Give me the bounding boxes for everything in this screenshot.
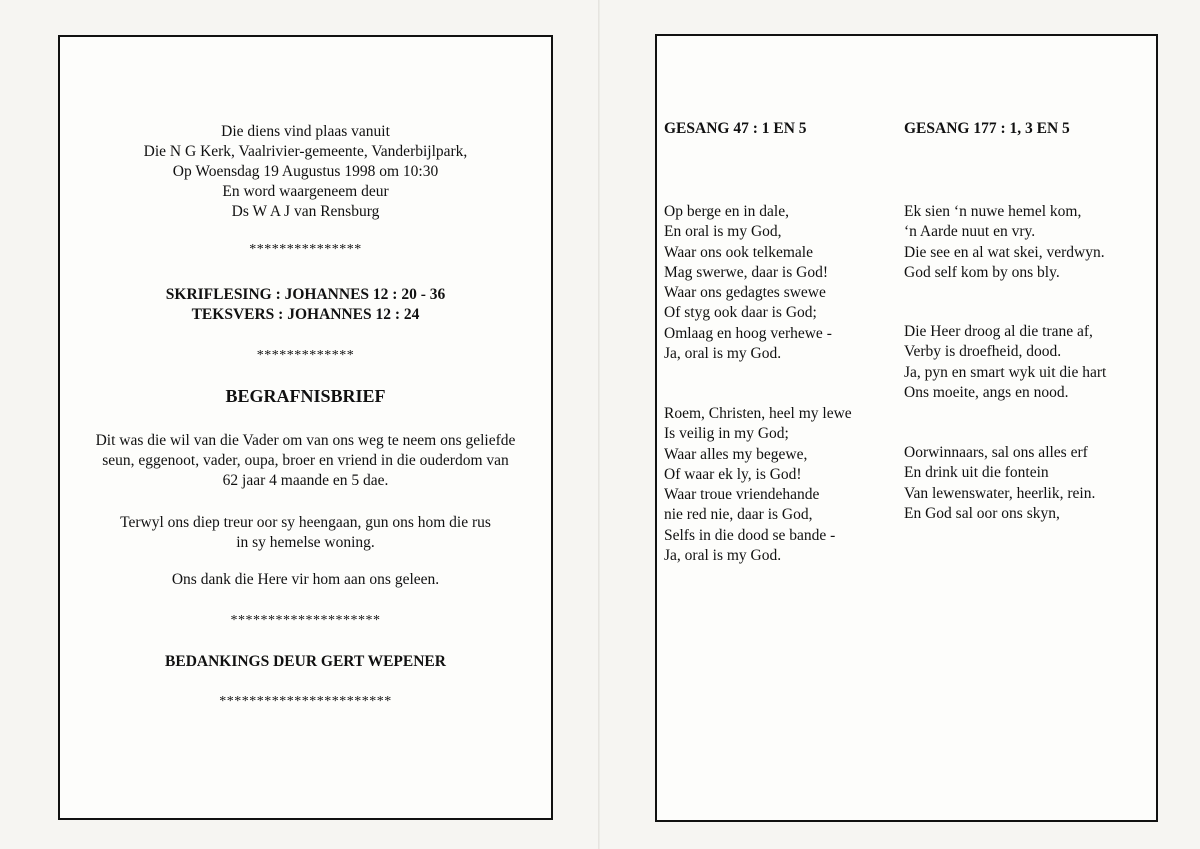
divider-stars: *************** <box>249 242 362 257</box>
verse-line: Waar ons gedagtes swewe <box>664 284 826 302</box>
verse-line: Waar troue vriendehande <box>664 486 820 504</box>
verse-line: Of waar ek ly, is God! <box>664 465 802 483</box>
letter-title: BEGRAFNISBRIEF <box>225 386 386 406</box>
verse-line: Van lewenswater, heerlik, rein. <box>904 484 1096 502</box>
service-line: Die diens vind plaas vanuit <box>221 123 390 140</box>
service-line: En word waargeneem deur <box>222 183 389 200</box>
verse-line: Mag swerwe, daar is God! <box>664 263 828 281</box>
hymn1-title: GESANG 47 : 1 EN 5 <box>664 120 807 137</box>
hymn1-verse2 <box>664 404 852 566</box>
verse-line: Oorwinnaars, sal ons alles erf <box>904 444 1088 461</box>
service-details-panel <box>58 35 553 820</box>
service-line: Ds W A J van Rensburg <box>231 203 380 220</box>
verse-line: Die Heer droog al die trane af, <box>904 323 1093 340</box>
hymn2-verse3 <box>904 443 1095 524</box>
letter-line: Dit was die wil van die Vader om van ons weg te neem ons geliefde <box>95 432 516 449</box>
grief-line: in sy hemelse woning. <box>236 534 375 551</box>
verse-line: Waar alles my begewe, <box>664 445 808 463</box>
hymn2-title: GESANG 177 : 1, 3 EN 5 <box>904 120 1070 137</box>
verse-line: En oral is my God, <box>664 223 782 241</box>
verse-line: ‘n Aarde nuut en vry. <box>904 223 1036 241</box>
verse-line: Verby is droefheid, dood. <box>904 343 1062 361</box>
verse-line: En drink uit die fontein <box>904 464 1049 482</box>
verse-line: Waar ons ook telkemale <box>664 243 813 261</box>
grief-line: Terwyl ons diep treur oor sy heengaan, gun ons hom die rus <box>120 514 491 531</box>
hymn2-verse2 <box>904 322 1106 403</box>
divider-stars: ******************** <box>230 613 381 628</box>
service-line: Die N G Kerk, Vaalrivier-gemeente, Vanderbijlpark, <box>143 143 468 160</box>
hymns-panel <box>655 34 1158 822</box>
letter-line: 62 jaar 4 maande en 5 dae. <box>222 472 389 489</box>
scripture-reading: SKRIFLESING : JOHANNES 12 : 20 - 36 <box>165 286 446 303</box>
text-verse: TEKSVERS : JOHANNES 12 : 24 <box>191 306 420 323</box>
verse-line: Ja, pyn en smart wyk uit die hart <box>904 363 1107 381</box>
verse-line: Ja, oral is my God. <box>664 345 782 363</box>
verse-line: Die see en al wat skei, verdwyn. <box>904 243 1105 261</box>
hymn2-verse1 <box>904 202 1105 283</box>
verse-line: Is veilig in my God; <box>664 425 789 443</box>
verse-line: Roem, Christen, heel my lewe <box>664 405 852 422</box>
verse-line: nie red nie, daar is God, <box>664 506 813 524</box>
service-line: Op Woensdag 19 Augustus 1998 om 10:30 <box>172 163 439 180</box>
verse-line: God self kom by ons bly. <box>904 263 1060 281</box>
verse-line: Ek sien ‘n nuwe hemel kom, <box>904 203 1082 220</box>
verse-line: Of styg ook daar is God; <box>664 304 817 322</box>
thanks-line: Ons dank die Here vir hom aan ons geleen. <box>171 571 440 588</box>
letter-line: seun, eggenoot, vader, oupa, broer en vriend in die ouderdom van <box>102 452 509 469</box>
verse-line: Op berge en in dale, <box>664 203 789 220</box>
verse-line: Ons moeite, angs en nood. <box>904 383 1069 401</box>
verse-line: Selfs in die dood se bande - <box>664 526 836 544</box>
hymn1-verse1 <box>664 202 832 364</box>
verse-line: Ja, oral is my God. <box>664 547 782 565</box>
divider-stars: *********************** <box>219 694 392 709</box>
verse-line: Omlaag en hoog verhewe - <box>664 324 832 342</box>
divider-stars: ************* <box>256 348 355 363</box>
page-fold <box>598 0 600 849</box>
verse-line: En God sal oor ons skyn, <box>904 504 1060 522</box>
acknowledgements: BEDANKINGS DEUR GERT WEPENER <box>165 653 446 670</box>
